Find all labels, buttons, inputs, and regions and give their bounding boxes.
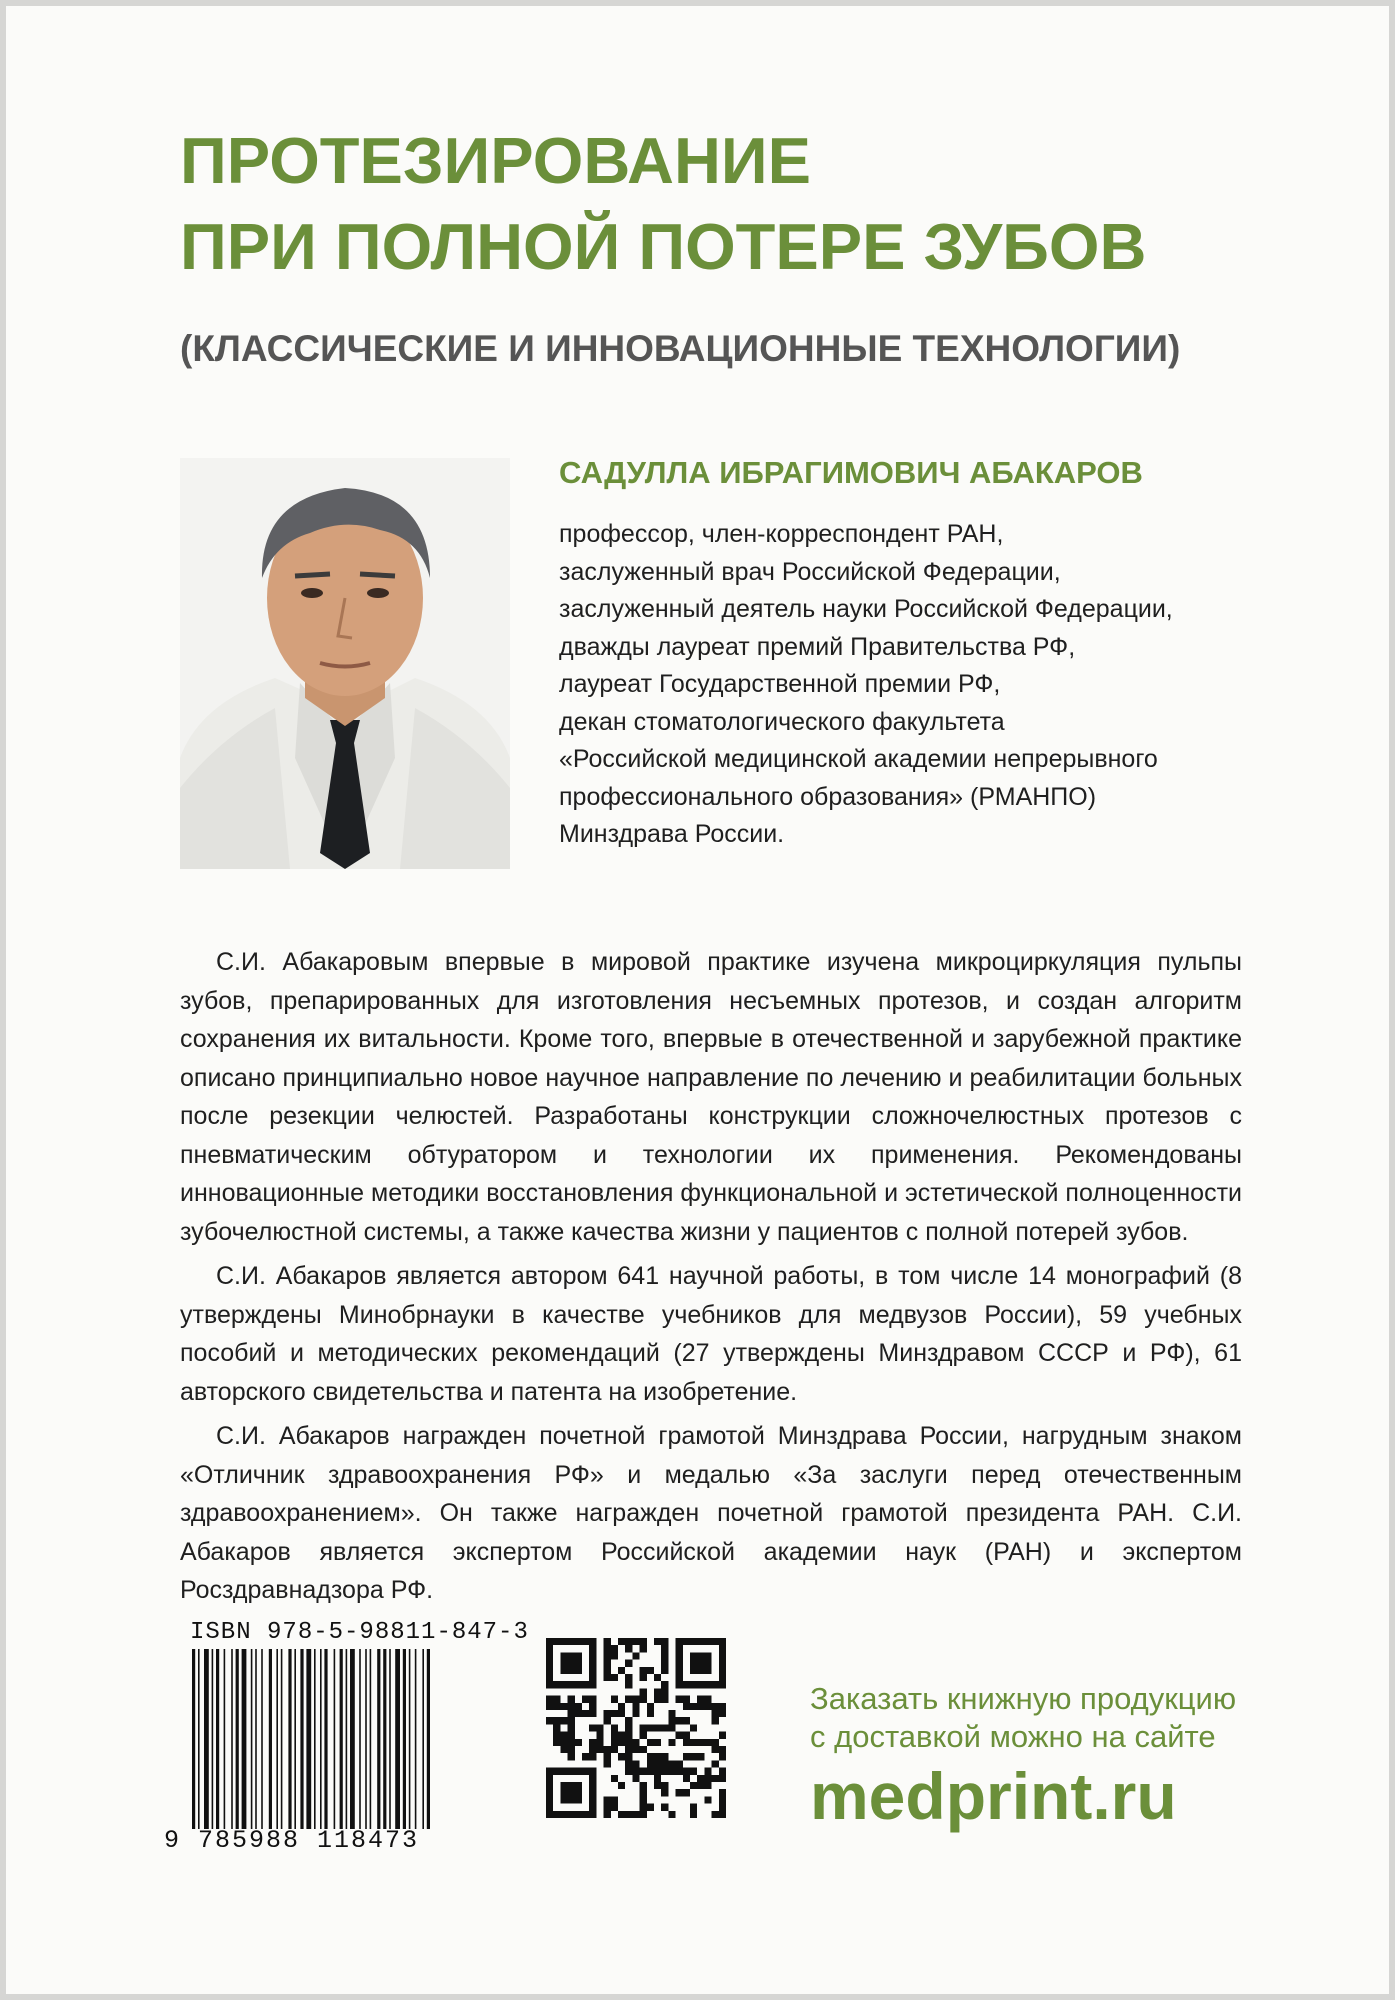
bio-paragraph: С.И. Абакаров является автором 641 научной работы, в том числе 14 монографий (8 утверждены Минобрнауки в качестве учебников для медвузов России), 59 учебных пособий и методических рекомендаций (27 утверждены Минздравом СССР и РФ), 61 авторского свидетельства и патента на изобретение. xyxy=(180,1262,1242,1406)
credential-item: лауреат Государственной премии РФ, xyxy=(559,670,1001,698)
book-title xyxy=(180,118,1146,290)
bio-paragraph: С.И. Абакаров награжден почетной грамотой Минздрава России, нагрудным знаком «Отличник здравоохранения РФ» и медалью «За заслуги перед отечественным здравоохранением». Он также награжден почетной грамотой президента РАН. С.И. Абакаров является экспертом Российской академии наук (РАН) и экспертом Росздравнадзора РФ. xyxy=(180,1422,1242,1604)
title-line-2: ПРИ ПОЛНОЙ ПОТЕРЕ ЗУБОВ xyxy=(180,210,1147,283)
author-portrait-icon xyxy=(180,458,510,869)
author-photo xyxy=(180,458,510,869)
order-line-1: Заказать книжную продукцию xyxy=(810,1681,1237,1716)
isbn-label: ISBN 978-5-98811-847-3 xyxy=(190,1619,529,1646)
author-name: САДУЛЛА ИБРАГИМОВИЧ АБАКАРОВ xyxy=(559,455,1143,490)
credential-item: дважды лауреат премий Правительства РФ, xyxy=(559,632,1076,661)
author-biography xyxy=(180,943,1242,1616)
credential-item: декан стоматологического факультета xyxy=(559,707,1005,736)
credential-item: профессор, член-корреспондент РАН, xyxy=(559,520,1004,548)
credential-item: заслуженный врач Российской Федерации, xyxy=(559,557,1061,586)
credential-item: «Российской медицинской академии непрерывного xyxy=(559,745,1158,773)
bio-paragraph: С.И. Абакаровым впервые в мировой практике изучена микроциркуляция пульпы зубов, препарированных для изготовления несъемных протезов, и создан алгоритм сохранения их витальности. Кроме того, впервые в отечественной и зарубежной практике описано принципиально новое научное направление по лечению и реабилитации больных после резекции челюстей. Разработаны конструкции сложночелюстных протезов с пневматическим обтуратором и технологии их применения. Рекомендованы инновационные методики восстановления функциональной и эстетической полноценности зубочелюстной системы, а также качества жизни у пациентов с полной потерей зубов. xyxy=(180,948,1242,1246)
qr-code-icon xyxy=(546,1638,726,1818)
credential-item: профессионального образования» (РМАНПО) xyxy=(559,782,1097,811)
order-line-2: с доставкой можно на сайте xyxy=(810,1719,1216,1754)
order-info xyxy=(810,1680,1236,1756)
author-credentials xyxy=(559,516,1173,854)
credential-item: Минздрава России. xyxy=(559,820,785,848)
isbn-barcode-icon xyxy=(192,1649,460,1829)
book-back-cover xyxy=(6,6,1389,1994)
website-link[interactable]: medprint.ru xyxy=(810,1759,1177,1833)
credential-item: заслуженный деятель науки Российской Федерации, xyxy=(559,595,1173,623)
barcode-digits: 9 785988 118473 xyxy=(164,1826,420,1855)
title-line-1: ПРОТЕЗИРОВАНИЕ xyxy=(180,124,811,197)
book-subtitle: (КЛАССИЧЕСКИЕ И ИННОВАЦИОННЫЕ ТЕХНОЛОГИИ) xyxy=(180,328,1181,369)
